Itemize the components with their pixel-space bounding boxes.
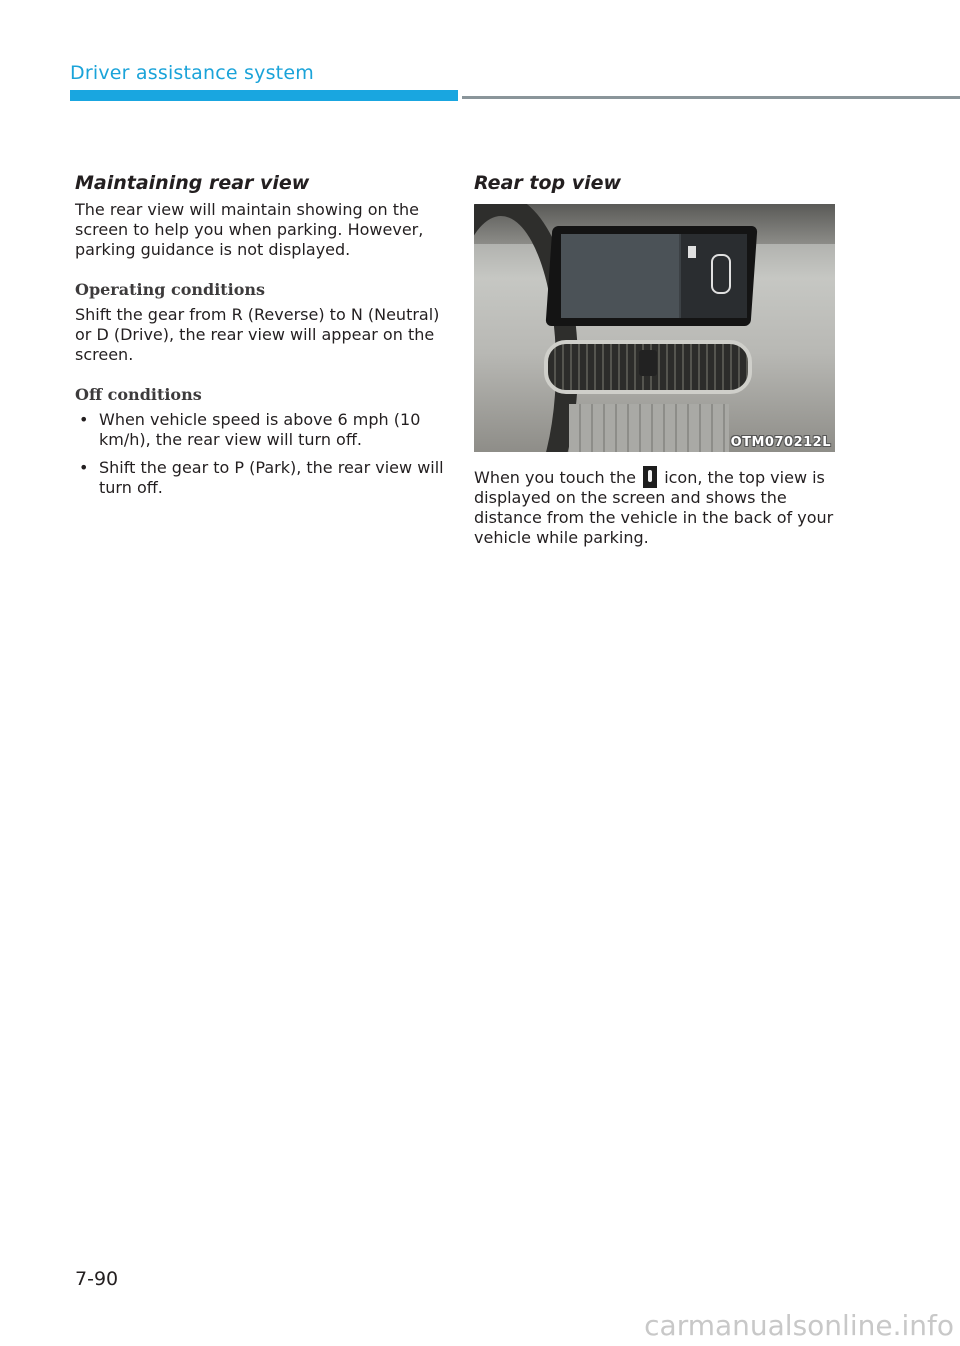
rear-top-view-paragraph (474, 466, 844, 548)
list-item (75, 458, 445, 498)
infotainment-screen (561, 234, 747, 318)
list-item-text: When vehicle speed is above 6 mph (10 km/h), the rear view will turn off. (99, 410, 421, 449)
bullet-icon: • (79, 458, 89, 477)
car-outline-icon (711, 254, 731, 294)
watermark: carmanualsonline.info (644, 1309, 954, 1342)
text-before-icon: When you touch the (474, 468, 636, 487)
right-column (474, 172, 844, 548)
left-column (75, 172, 445, 506)
off-conditions-list (75, 410, 445, 498)
off-conditions-heading: Off conditions (75, 385, 202, 404)
photo-code: OTM070212L (730, 435, 831, 450)
rear-top-view-heading: Rear top view (474, 172, 622, 194)
dashboard-photo (474, 204, 835, 452)
section-title: Driver assistance system (70, 62, 314, 84)
text-after-icon: icon, the top view is displayed on the screen and shows the distance from the vehicle in the back of your vehicle while parking. (474, 468, 834, 547)
page-number: 7-90 (75, 1268, 119, 1290)
operating-conditions-heading: Operating conditions (75, 280, 266, 299)
list-item-text: Shift the gear to P (Park), the rear view will turn off. (99, 458, 444, 497)
hazard-button (639, 350, 657, 376)
operating-conditions-text: Shift the gear from R (Reverse) to N (Neutral) or D (Drive), the rear view will appear on the screen. (75, 305, 440, 364)
list-item (75, 410, 445, 450)
top-view-icon (643, 466, 657, 488)
bullet-icon: • (79, 410, 89, 429)
header-rule-blue (70, 90, 458, 101)
header-rule-gray (462, 96, 960, 99)
top-view-icon (688, 246, 696, 258)
rear-camera-view (561, 234, 679, 318)
climate-console (569, 404, 729, 452)
intro-paragraph: The rear view will maintain showing on the screen to help you when parking. However, parking guidance is not displayed. (75, 200, 424, 259)
maintaining-rear-view-heading: Maintaining rear view (75, 172, 310, 194)
